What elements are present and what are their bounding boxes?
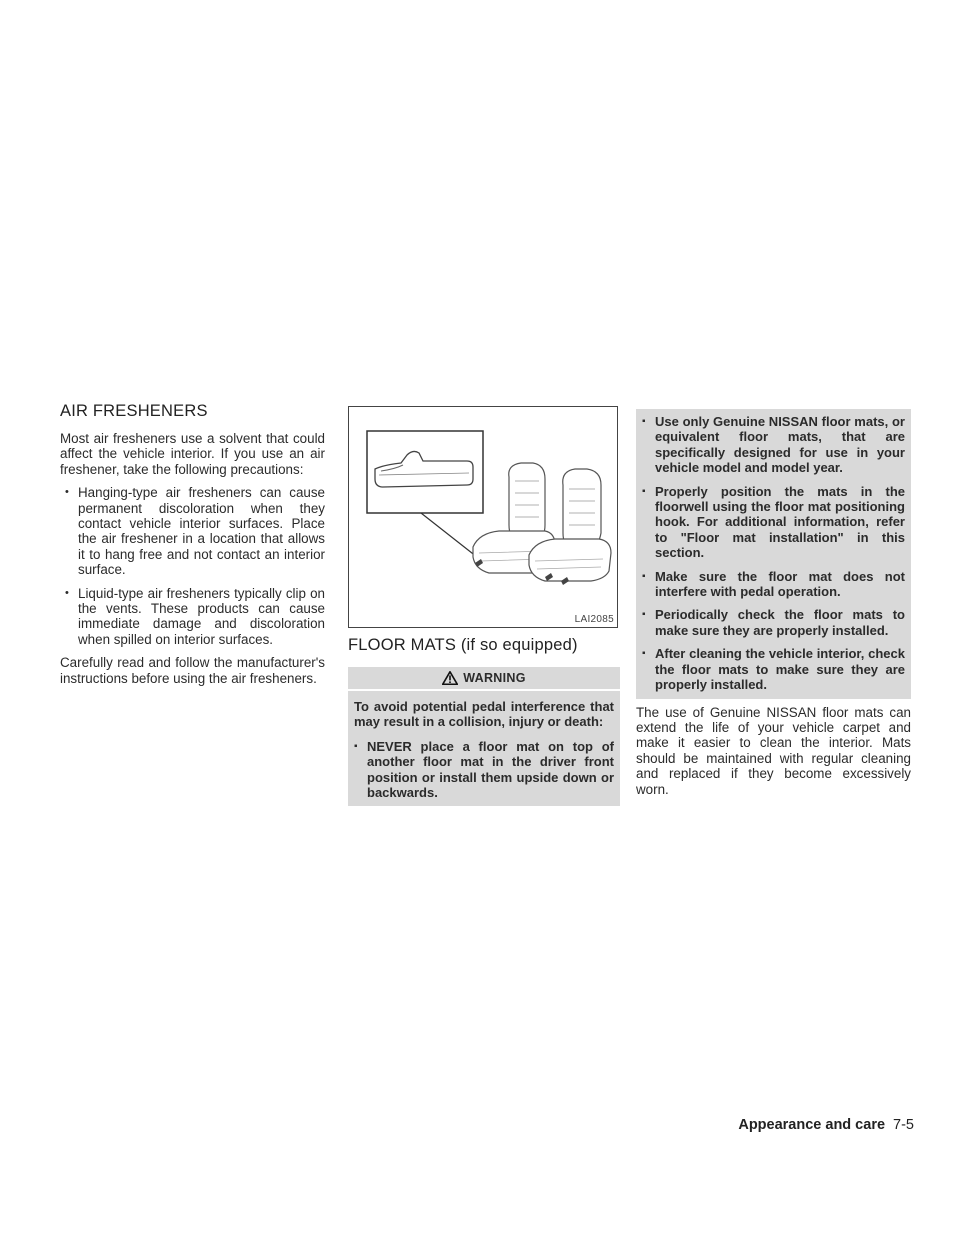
page-number: 7-5 bbox=[893, 1117, 914, 1133]
warning-list-continued bbox=[636, 409, 911, 699]
page-footer bbox=[738, 1117, 914, 1133]
air-fresheners-intro: Most air fresheners use a solvent that could affect the vehicle interior. If you use an air freshener, take the following precautions: bbox=[60, 431, 325, 477]
warning-title: WARNING bbox=[463, 671, 526, 685]
list-item: ▪ Use only Genuine NISSAN floor mats, or equivalent floor mats, that are specifically designed for use in your vehicle model and model year. bbox=[642, 414, 905, 476]
list-item: • Liquid-type air fresheners typically clip on the vents. These products can cause immediate damage and discoloration when spilled on interior surfaces. bbox=[62, 586, 325, 648]
floor-mats-continued bbox=[636, 409, 911, 805]
list-item: ▪ NEVER place a floor mat on top of another floor mat in the driver front position or install them upside down or backwards. bbox=[354, 739, 614, 801]
air-fresheners-heading: AIR FRESHENERS bbox=[60, 402, 208, 420]
list-item: ▪ After cleaning the vehicle interior, check the floor mats to make sure they are properly installed. bbox=[642, 646, 905, 692]
seat-floor-mat-drawing bbox=[349, 407, 619, 629]
figure-label: LAI2085 bbox=[574, 614, 614, 625]
list-item: ▪ Properly position the mats in the floorwell using the floor mat positioning hook. For additional information, refer to "Floor mat installation" in this section. bbox=[642, 484, 905, 561]
floor-mat-illustration bbox=[348, 406, 618, 628]
list-item: • Hanging-type air fresheners can cause permanent discoloration when they contact vehicle interior surfaces. Place the air freshener in a location that allows it to hang free and not contact an interior surface. bbox=[62, 485, 325, 577]
list-item: ▪ Make sure the floor mat does not interfere with pedal operation. bbox=[642, 569, 905, 600]
footer-section-title: Appearance and care bbox=[738, 1117, 886, 1133]
list-item: ▪ Periodically check the floor mats to make sure they are properly installed. bbox=[642, 607, 905, 638]
warning-triangle-icon bbox=[442, 671, 458, 685]
floor-mats-heading: FLOOR MATS (if so equipped) bbox=[348, 636, 578, 654]
warning-box bbox=[348, 667, 620, 806]
air-fresheners-list bbox=[60, 485, 325, 647]
floor-mats-section bbox=[348, 406, 620, 806]
air-fresheners-section bbox=[60, 402, 325, 694]
warning-header bbox=[348, 667, 620, 691]
warning-list bbox=[354, 739, 614, 801]
warning-body bbox=[348, 691, 620, 806]
warning-intro: To avoid potential pedal interference that may result in a collision, injury or death: bbox=[354, 699, 614, 730]
air-fresheners-closing: Carefully read and follow the manufacturer's instructions before using the air fresheners. bbox=[60, 655, 325, 686]
floor-mats-paragraph: The use of Genuine NISSAN floor mats can extend the life of your vehicle carpet and make it easier to clean the interior. Mats should be maintained with regular cleaning and replaced if they become excessively worn. bbox=[636, 704, 911, 797]
